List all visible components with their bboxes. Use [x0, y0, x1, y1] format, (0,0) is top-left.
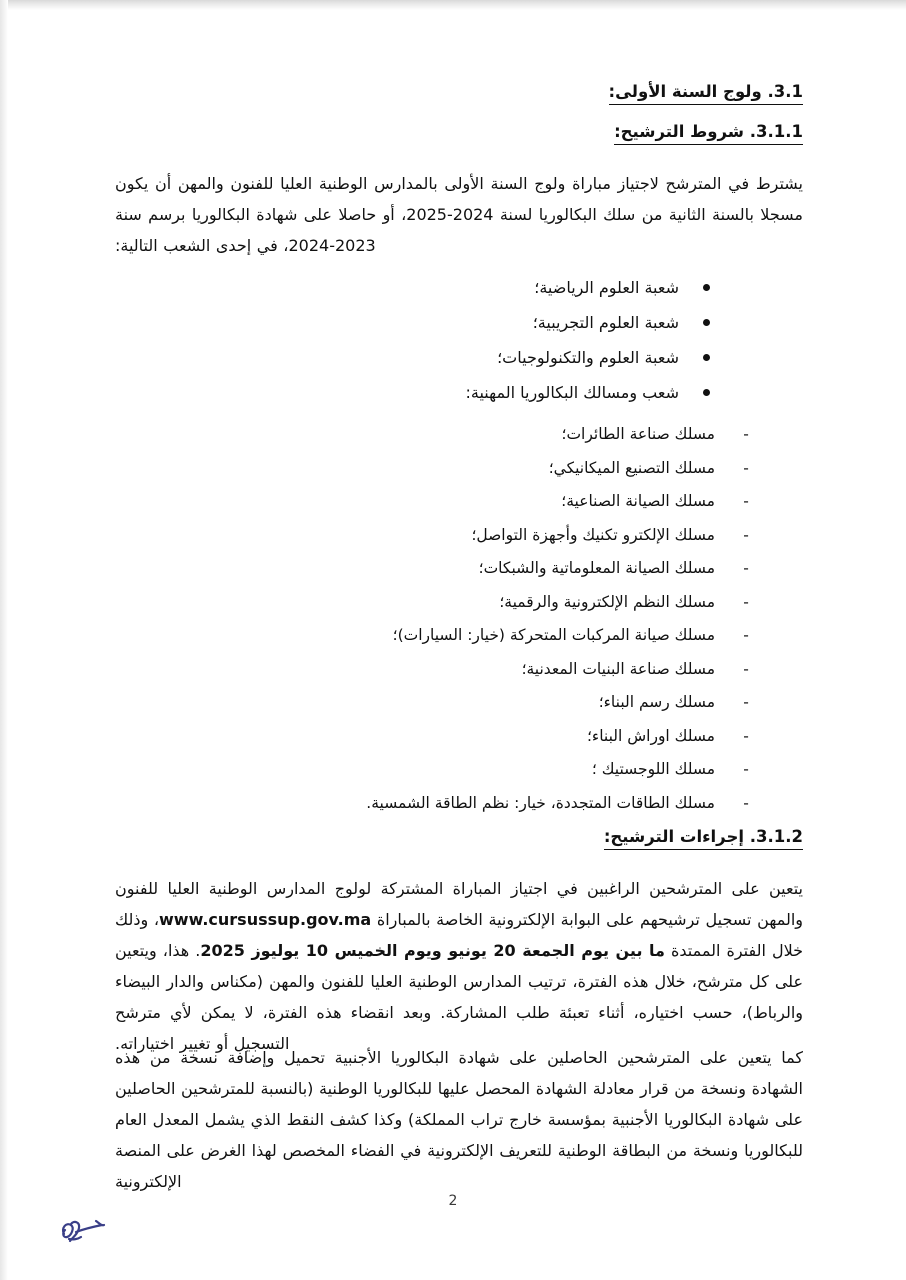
bullet-item-label: شعبة العلوم التجريبية؛	[532, 313, 679, 332]
dash-item-label: مسلك النظم الإلكترونية والرقمية؛	[499, 592, 715, 611]
dash-item-label: مسلك الصيانة الصناعية؛	[561, 492, 715, 510]
dash-item-label: مسلك التصنيع الميكانيكي؛	[548, 458, 715, 477]
bullet-item-label: شعبة العلوم والتكنولوجيات؛	[497, 348, 679, 367]
intro-text-part-1: يشترط في المترشح لاجتياز مباراة ولوج السنة الأولى بالمدارس الوطنية العليا للفنون والمهن أن يكون مسجلا بالسنة الثانية من سلك البكالوريا لسنة	[115, 174, 803, 224]
dash-item-label: مسلك الطاقات المتجددة، خيار: نظم الطاقة الشمسية.	[366, 793, 715, 812]
registration-portal-url[interactable]: www.cursussup.gov.ma	[159, 910, 372, 929]
dash-item-label: مسلك صيانة المركبات المتحركة (خيار: السيارات)؛	[392, 626, 715, 644]
list-item	[115, 653, 803, 687]
list-item	[115, 305, 803, 340]
procedures-text-b: ، وذلك خلال الفترة الممتدة	[115, 910, 804, 960]
dash-marker-icon: -	[743, 626, 749, 644]
dash-item-label: مسلك اوراش البناء؛	[586, 726, 715, 745]
list-item	[115, 519, 803, 553]
dash-item-label: مسلك اللوجستيك ؛	[591, 760, 715, 778]
list-item	[115, 418, 803, 452]
list-item	[115, 619, 803, 653]
subsection-heading-procedures-text: 3.1.2. إجراءات الترشيح:	[604, 827, 803, 850]
dash-marker-icon: -	[743, 693, 749, 711]
bullet-dot-icon	[703, 284, 710, 291]
page-number: 2	[448, 1193, 458, 1209]
bullet-dot-icon	[703, 319, 710, 326]
scan-edge-shadow-top	[0, 0, 906, 10]
intro-text-part-3: ، في إحدى الشعب التالية:	[115, 236, 289, 255]
section-heading-access-text: 3.1. ولوج السنة الأولى:	[609, 82, 804, 105]
list-item	[115, 720, 803, 754]
list-item	[115, 787, 803, 821]
list-item	[115, 340, 803, 375]
signature-icon	[56, 1212, 126, 1252]
list-item	[115, 270, 803, 305]
eligible-streams-bullet-list	[115, 270, 803, 410]
dash-item-label: مسلك صناعة الطائرات؛	[561, 425, 715, 443]
dash-marker-icon: -	[743, 793, 749, 812]
intro-academic-year-1: 2024-2025	[406, 205, 494, 224]
list-item	[115, 586, 803, 620]
dash-marker-icon: -	[743, 726, 749, 745]
dash-marker-icon: -	[743, 425, 749, 443]
section-heading-access	[609, 82, 804, 105]
dash-marker-icon: -	[743, 458, 749, 477]
dash-item-label: مسلك رسم البناء؛	[598, 693, 715, 711]
dash-marker-icon: -	[743, 760, 749, 778]
bullet-dot-icon	[703, 354, 710, 361]
dash-item-label: مسلك صناعة البنيات المعدنية؛	[521, 659, 715, 678]
list-item	[115, 552, 803, 586]
intro-academic-year-2: 2023-2024	[288, 236, 376, 255]
dash-marker-icon: -	[743, 592, 749, 611]
dash-marker-icon: -	[743, 525, 749, 544]
subsection-heading-conditions	[614, 122, 803, 145]
scan-edge-shadow-left	[0, 0, 8, 1280]
bullet-item-label: شعب ومسالك البكالوريا المهنية:	[465, 383, 679, 402]
bullet-dot-icon	[703, 389, 710, 396]
procedures-text-c: . هذا، ويتعين على كل مترشح، خلال هذه الفترة، ترتيب المدارس الوطنية العليا للفنون والمهن (مكناس والدار البيضاء والرباط)، حسب اختياره، أثناء تعبئة طلب المشاركة. وبعد انقضاء هذه الفترة، لا يمكن لأي مترشح التسجيل أو تغيير اختياراته.	[115, 941, 803, 1053]
paragraph-foreign-baccalaureate-documents: كما يتعين على المترشحين الحاصلين على شهادة البكالوريا الأجنبية تحميل وإضافة نسخة من هذه الشهادة ونسخة من قرار معادلة الشهادة المحصل عليها للبكالوريا الوطنية (بالنسبة للمترشحين الحاصلين على شهادة البكالوريا الأجنبية بمؤسسة خارج تراب المملكة) وكذا كشف النقط الذي يشمل المعدل العام للبكالوريا ونسخة من البطاقة الوطنية للتعريف الإلكترونية في الفضاء المخصص لهذا الغرض على المنصة الإلكترونية	[115, 1048, 803, 1191]
dash-marker-icon: -	[743, 492, 749, 510]
dash-item-label: مسلك الصيانة المعلوماتية والشبكات؛	[478, 559, 715, 577]
paragraph-conditions-intro	[115, 168, 803, 261]
dash-marker-icon: -	[743, 559, 749, 577]
subsection-heading-procedures	[604, 827, 803, 850]
intro-text-part-2: ، أو حاصلا على شهادة البكالوريا برسم سنة	[115, 205, 407, 224]
list-item	[115, 686, 803, 720]
handwritten-signature-mark	[56, 1212, 126, 1252]
dash-marker-icon: -	[743, 659, 749, 678]
list-item	[115, 485, 803, 519]
paragraph-procedures-registration	[115, 873, 803, 1059]
registration-period-dates: ما بين يوم الجمعة 20 يونيو ويوم الخميس 10 يوليوز 2025	[200, 941, 665, 960]
subsection-heading-conditions-text: 3.1.1. شروط الترشيح:	[614, 122, 803, 145]
list-item	[115, 753, 803, 787]
list-item	[115, 452, 803, 486]
professional-tracks-dash-list	[115, 418, 803, 820]
bullet-item-label: شعبة العلوم الرياضية؛	[534, 278, 679, 297]
dash-item-label: مسلك الإلكترو تكنيك وأجهزة التواصل؛	[471, 525, 715, 544]
procedures-text-a: يتعين على المترشحين الراغبين في اجتياز المباراة المشتركة لولوج المدارس الوطنية العليا للفنون والمهن تسجيل ترشيحهم على البوابة الإلكترونية الخاصة بالمباراة	[115, 879, 803, 929]
list-item	[115, 375, 803, 410]
